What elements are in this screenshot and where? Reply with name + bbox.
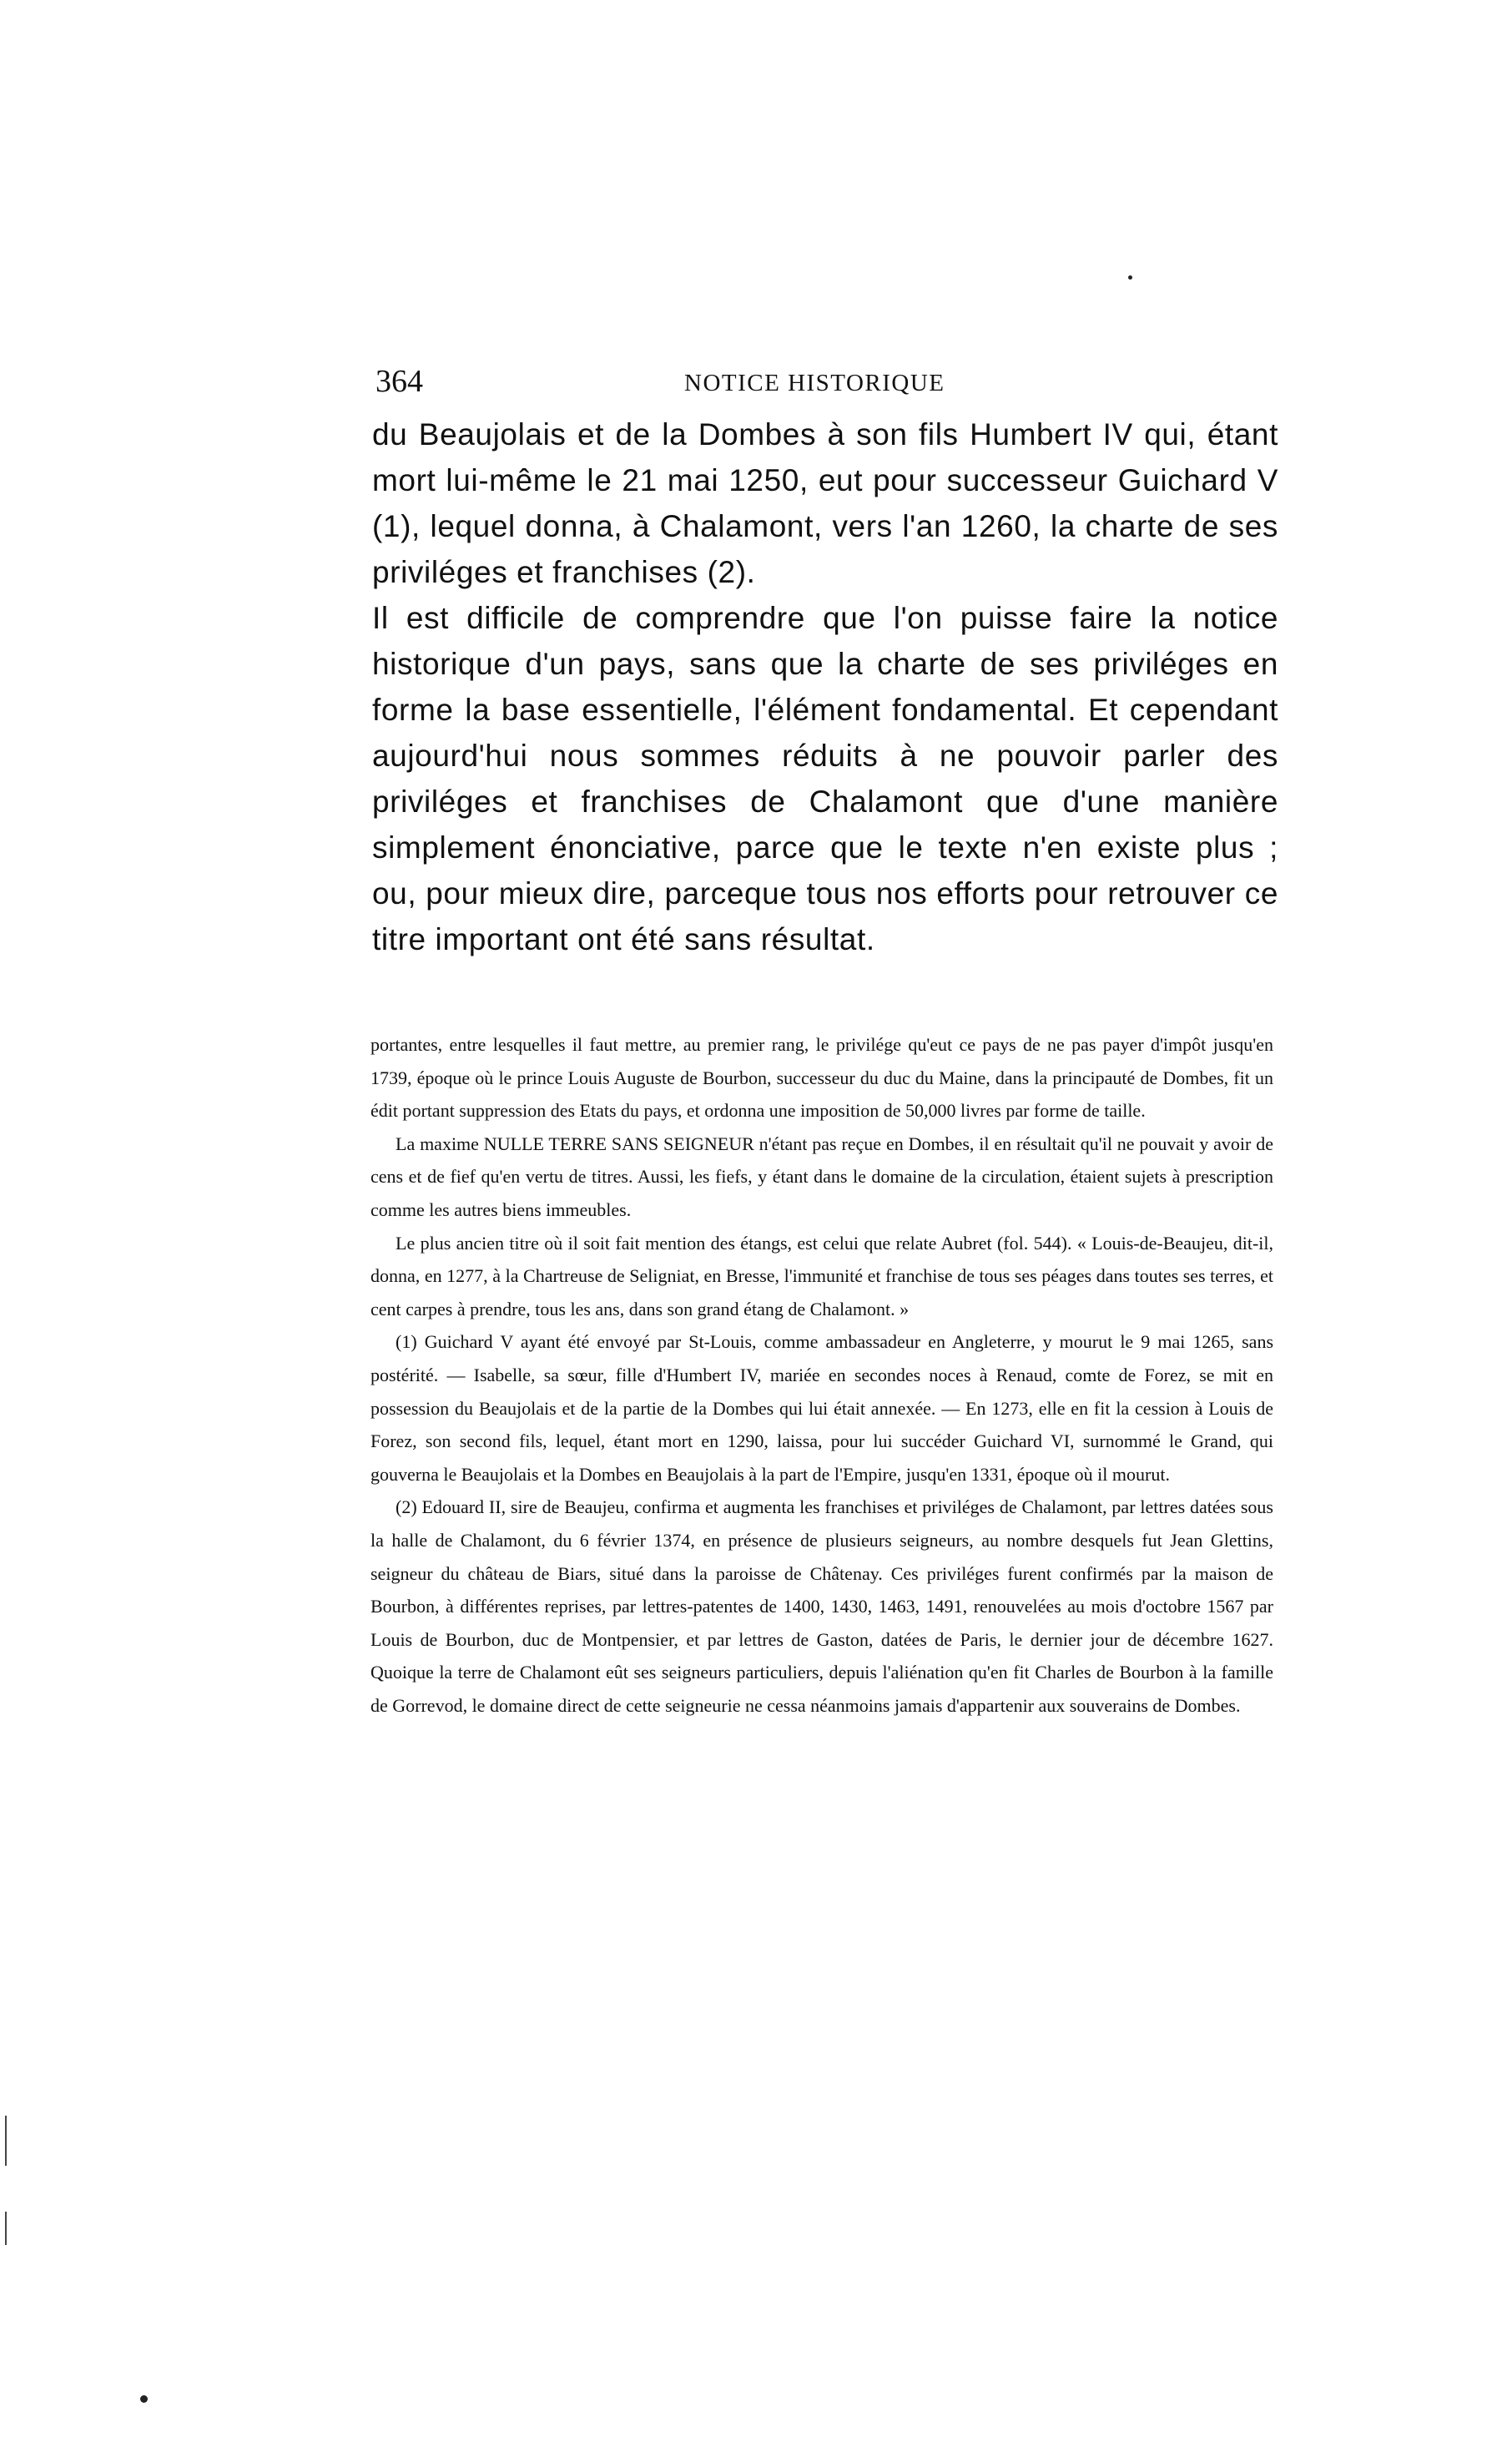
page-number: 364 (375, 364, 423, 399)
footnote-1: (1) Guichard V ayant été envoyé par St-Louis, comme ambassadeur en Angleterre, y mourut le 9 mai 1265, sans postérité. — Isabelle, sa sœur, fille d'Humbert IV, mariée en secondes noces à Renaud, comte de Forez, se mit en possession du Beaujolais et de la partie de la Dombes qui lui était annexée. — En 1273, elle en fit la cession à Louis de Forez, son second fils, lequel, étant mort en 1290, laissa, pour lui succéder Guichard VI, surnommé le Grand, qui gouverna le Beaujolais et la Dombes en Beaujolais à la part de l'Empire, jusqu'en 1331, époque où il mourut. (370, 1331, 1273, 1485)
running-title: NOTICE HISTORIQUE (684, 370, 945, 396)
note-maxime: La maxime NULLE TERRE SANS SEIGNEUR n'étant pas reçue en Dombes, il en résultait qu'il ne pouvait y avoir de cens et de fief qu'en vertu de titres. Aussi, les fiefs, y étant dans le domaine de la circulation, étaient sujets à prescription comme les autres biens immeubles. (370, 1133, 1273, 1220)
scan-speck (1128, 275, 1132, 280)
running-head (375, 361, 1277, 411)
note-etangs: Le plus ancien titre où il soit fait mention des étangs, est celui que relate Aubret (fol. 544). « Louis-de-Beaujeu, dit-il, donna, en 1277, à la Chartreuse de Seligniat, en Bresse, l'immunité et franchise de tous ses péages dans toutes ses terres, et cent carpes à prendre, tous les ans, dans son grand étang de Chalamont. » (370, 1232, 1273, 1319)
main-paragraph-2: Il est difficile de comprendre que l'on puisse faire la notice historique d'un pays, sans que la charte de ses priviléges en forme la base essentielle, l'élément fondamental. Et cependant aujourd'hui nous sommes réduits à ne pouvoir parler des priviléges et franchises de Chalamont que d'une manière simplement énonciative, parce que le texte n'en existe plus ; ou, pour mieux dire, parceque tous nos efforts pour retrouver ce titre important ont été sans résultat. (372, 601, 1278, 956)
footnote-2: (2) Edouard II, sire de Beaujeu, confirma et augmenta les franchises et priviléges de Chalamont, par lettres datées sous la halle de Chalamont, du 6 février 1374, en présence de plusieurs seigneurs, au nombre desquels fut Jean Glettins, seigneur du château de Biars, situé dans la paroisse de Châtenay. Ces priviléges furent confirmés par la maison de Bourbon, à différentes reprises, par lettres-patentes de 1400, 1430, 1463, 1491, renouvelées au mois d'octobre 1567 par Louis de Bourbon, duc de Montpensier, et par lettres de Gaston, datées de Paris, le dernier jour de décembre 1627. Quoique la terre de Chalamont eût ses seigneurs particuliers, depuis l'aliénation qu'en fit Charles de Bourbon à la famille de Gorrevod, le domaine direct de cette seigneurie ne cessa néanmoins jamais d'appartenir aux souverains de Dombes. (370, 1496, 1273, 1716)
main-text (372, 411, 1278, 962)
main-paragraph-1: du Beaujolais et de la Dombes à son fils Humbert IV qui, étant mort lui-même le 21 mai 1250, eut pour successeur Guichard V (1), lequel donna, à Chalamont, vers l'an 1260, la charte de ses priviléges et franchises (2). (372, 417, 1278, 589)
scan-speck (140, 2395, 148, 2403)
margin-mark (5, 2116, 7, 2166)
footnotes (370, 1028, 1273, 1722)
note-continuation: portantes, entre lesquelles il faut mettre, au premier rang, le privilége qu'eut ce pays de ne pas payer d'impôt jusqu'en 1739, époque où le prince Louis Auguste de Bourbon, successeur du duc du Maine, dans la principauté de Dombes, fit un édit portant suppression des Etats du pays, et ordonna une imposition de 50,000 livres par forme de taille. (370, 1034, 1273, 1122)
margin-mark (5, 2212, 7, 2245)
